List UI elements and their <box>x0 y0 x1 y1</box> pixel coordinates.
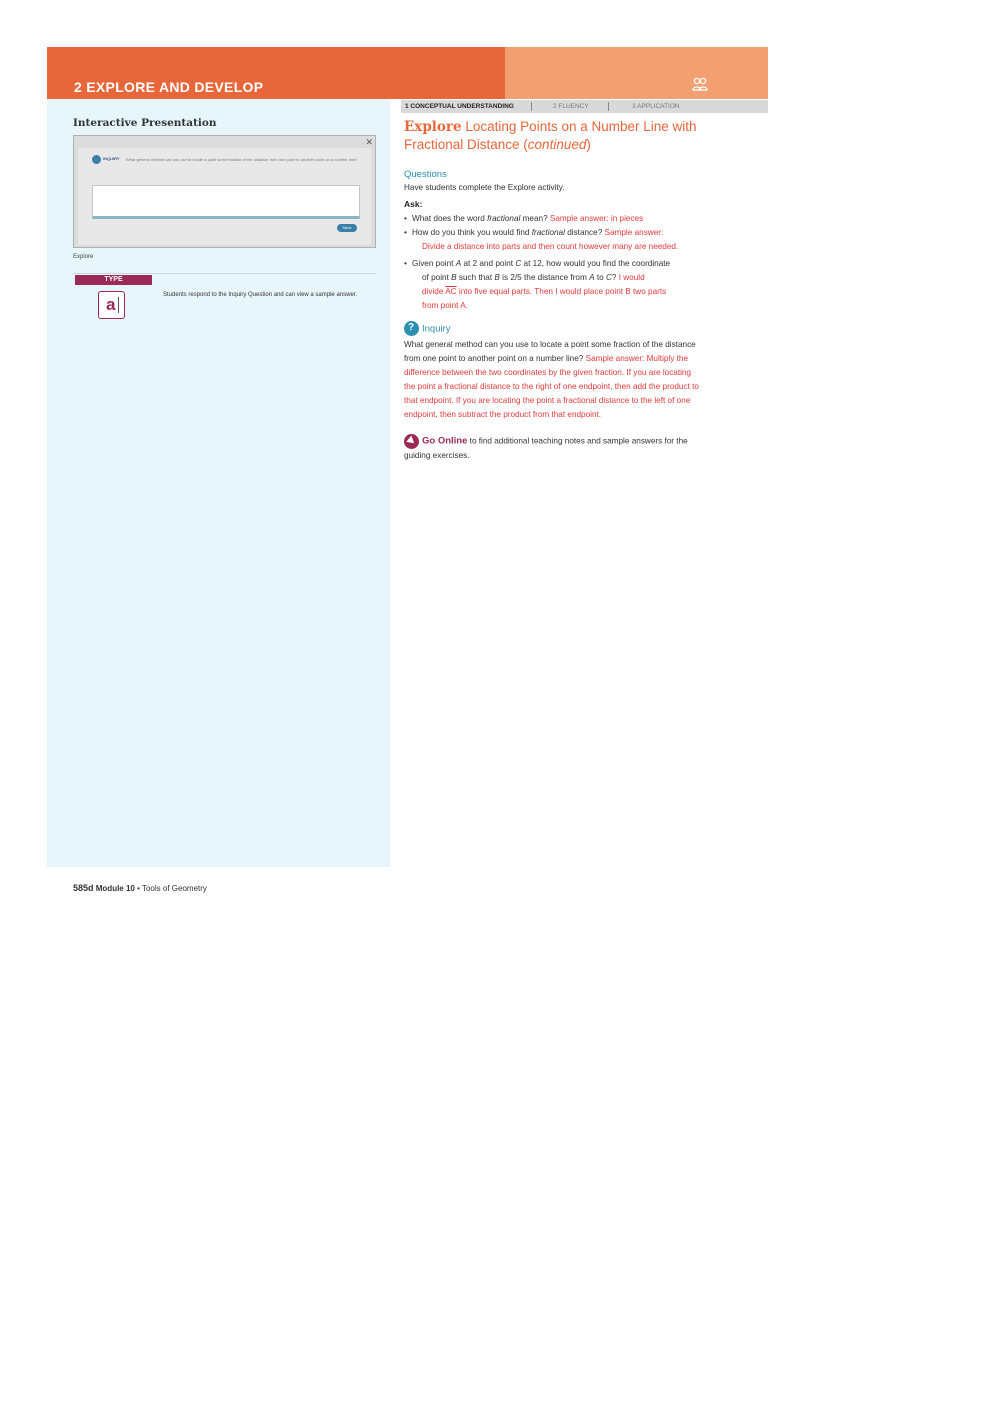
page-number: 585d <box>73 883 94 893</box>
ask-label: Ask: <box>404 199 423 209</box>
tab-conceptual-understanding: 1 CONCEPTUAL UNDERSTANDING <box>405 103 514 110</box>
save-button: Save <box>337 224 357 232</box>
interactive-presentation-panel <box>47 99 390 867</box>
close-icon: ✕ <box>365 137 373 147</box>
page-footer <box>73 883 207 893</box>
go-online-text: to find additional teaching notes and sample answers for the guiding exercises. <box>404 436 688 460</box>
tab-separator <box>608 102 609 111</box>
sample-answer: Divide a distance into parts and then count however many are needed. <box>422 242 679 251</box>
go-online-note <box>404 434 704 463</box>
screenshot-caption: Explore <box>73 254 94 260</box>
type-input-icon <box>98 291 125 319</box>
tab-separator <box>531 102 532 111</box>
screenshot-label: INQUIRY <box>103 156 120 161</box>
questions-heading: Questions <box>404 169 447 180</box>
sample-answer: divide $\overline{AC}$ into five equal parts. Then I would place point B two parts <box>422 287 667 296</box>
sample-answer: I would <box>618 273 645 282</box>
title-close: ) <box>586 137 591 152</box>
sample-answer: Sample answer: in pieces <box>549 214 644 223</box>
inquiry-question: What general method can you use to locate a point some fraction of the distance from one point to another point on a number line? <box>404 340 696 363</box>
questions-intro: Have students complete the Explore activity. <box>404 183 565 192</box>
fraction: 2/5 <box>510 273 522 282</box>
question-item: • How do you think you would find fractional distance? Sample answer: Divide a distance into parts and then count however many are needed. <box>404 226 704 254</box>
title-text: Locating Points on a Number Line with Fractional Distance ( <box>404 119 697 152</box>
page-title <box>404 118 704 153</box>
screenshot-question: What general method can you use to locate a point some fraction of the distance from one point to another point on a number line? <box>126 157 358 162</box>
screenshot-body <box>78 148 371 245</box>
answer-textbox <box>92 185 360 219</box>
inquiry-sample-answer: Sample answer: Multiply the difference between the two coordinates by the given fraction. If you are locating the point a fractional distance to the right of one endpoint, then add the product to that endpoint. If you are locating the point a fractional distance to the left of one endpoint, then subtract the product from that endpoint. <box>404 354 699 419</box>
text-cursor <box>118 297 119 313</box>
footer-separator: • <box>134 884 142 893</box>
divider <box>73 273 376 274</box>
title-continued: continued <box>527 137 587 152</box>
inquiry-heading: Inquiry <box>422 323 451 335</box>
segment-ac: $\overline{AC}$ <box>445 287 457 296</box>
people-group-icon <box>692 77 708 91</box>
presentation-screenshot <box>73 135 376 248</box>
tab-fluency: 2 FLUENCY <box>553 103 589 110</box>
panel-title: Interactive Presentation <box>73 117 217 129</box>
sample-answer: from point A. <box>422 301 468 310</box>
question-item: • Given point A at 2 and point C at 12, how would you find the coordinate of point B such that B is 2/5 the distance from A to C? I would divide $\overline{AC}$ into five equal parts. Then I would place point B two parts from point A. <box>404 257 704 313</box>
sample-answer: Sample answer: <box>604 228 664 237</box>
tab-application: 3 APPLICATION <box>632 103 680 110</box>
inquiry-heading-row <box>404 320 704 338</box>
type-description: Students respond to the Inquiry Question and can view a sample answer. <box>163 292 358 298</box>
type-tag: TYPE <box>75 275 152 285</box>
go-online-heading[interactable]: Go Online <box>422 435 468 447</box>
rigor-tabs <box>401 100 768 113</box>
inquiry-icon <box>404 321 419 336</box>
inquiry-body <box>404 338 704 422</box>
module-topic: Tools of Geometry <box>141 884 207 893</box>
title-bold: Explore <box>404 119 462 135</box>
module-label: Module 10 <box>95 884 135 893</box>
type-glyph: a <box>106 295 116 314</box>
question-item: • What does the word fractional mean? Sample answer: in pieces <box>404 212 704 226</box>
header-accent <box>505 47 768 99</box>
section-header <box>47 47 505 99</box>
go-online-icon <box>404 434 419 449</box>
section-title: 2 EXPLORE AND DEVELOP <box>74 79 264 95</box>
teaching-notes <box>404 118 704 463</box>
